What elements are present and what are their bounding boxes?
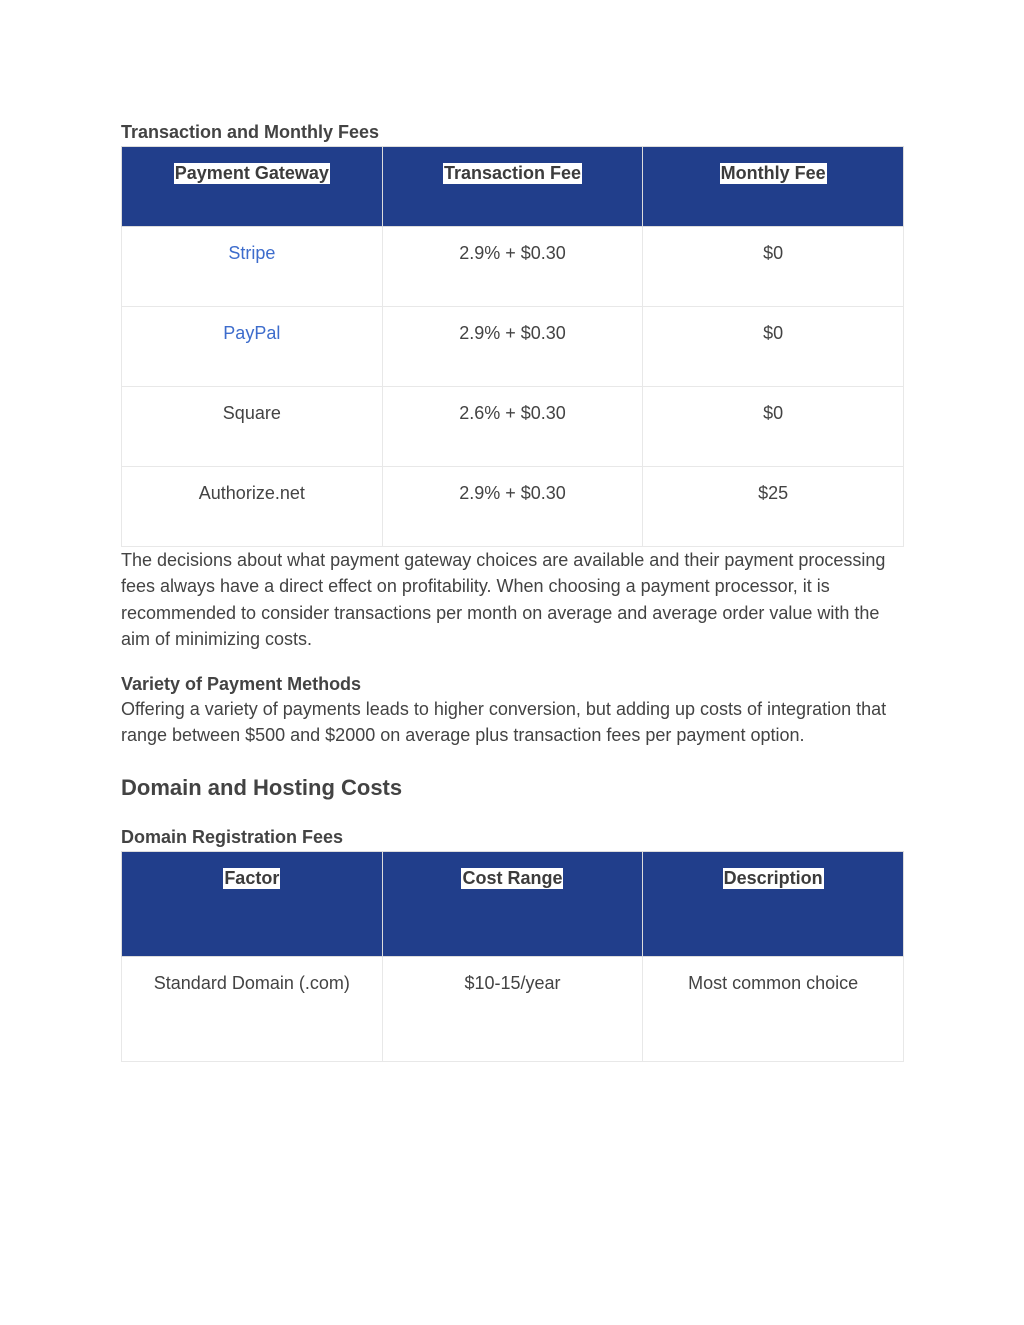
domain-table: [121, 851, 904, 1062]
gateway-link-stripe[interactable]: Stripe: [228, 243, 276, 263]
header-cell: [643, 147, 904, 227]
header-cell: [382, 851, 643, 956]
transaction-fee-value: 2.6% + $0.30: [459, 403, 566, 423]
table-row: [122, 227, 904, 307]
table-cell: [122, 956, 383, 1061]
cost-range-value: $10-15/year: [464, 972, 561, 993]
table-cell: [382, 227, 643, 307]
fees-table-title: Transaction and Monthly Fees: [121, 122, 380, 142]
table-cell: [643, 467, 904, 547]
header-cell: [382, 147, 643, 227]
monthly-fee-value: $0: [763, 403, 784, 423]
header-cell: [122, 147, 383, 227]
gateway-link-paypal[interactable]: PayPal: [223, 323, 281, 343]
table-cell: [122, 307, 383, 387]
hosting-heading: Domain and Hosting Costs: [121, 774, 403, 800]
monthly-fee-value: $25: [758, 483, 789, 503]
table-cell: [122, 387, 383, 467]
methods-title: Variety of Payment Methods: [121, 674, 362, 695]
table-header-row: [122, 147, 904, 227]
column-header-gateway: Payment Gateway: [174, 163, 329, 183]
transaction-fee-value: 2.9% + $0.30: [459, 483, 566, 503]
table-cell: [122, 227, 383, 307]
table-cell: [643, 227, 904, 307]
column-header-transaction-fee: Transaction Fee: [443, 163, 582, 183]
document-page: [121, 120, 904, 1062]
gateway-name: Authorize.net: [198, 483, 305, 503]
column-header-factor: Factor: [224, 867, 280, 888]
header-cell: [643, 851, 904, 956]
transaction-fee-value: 2.9% + $0.30: [459, 323, 566, 343]
table-cell: [643, 307, 904, 387]
column-header-cost-range: Cost Range: [462, 867, 563, 888]
fees-paragraph: The decisions about what payment gateway choices are available and their payment processing fees always have a direct effect on profitability. When choosing a payment processor, it is recommended to consider transactions per month on average and average order value with the aim of minimizing costs.: [121, 550, 886, 649]
table-cell: [382, 387, 643, 467]
table-cell: [122, 467, 383, 547]
column-header-description: Description: [723, 867, 823, 888]
table-row: [122, 956, 904, 1061]
table-cell: [382, 956, 643, 1061]
transaction-fee-value: 2.9% + $0.30: [459, 243, 566, 263]
table-cell: [643, 956, 904, 1061]
header-cell: [122, 851, 383, 956]
monthly-fee-value: $0: [763, 243, 784, 263]
methods-paragraph: Offering a variety of payments leads to higher conversion, but adding up costs of integration that range between $500 and $2000 on average plus transaction fees per payment option.: [121, 699, 887, 746]
table-cell: [643, 387, 904, 467]
table-cell: [382, 307, 643, 387]
domain-table-title: Domain Registration Fees: [121, 826, 344, 847]
table-row: [122, 467, 904, 547]
table-header-row: [122, 851, 904, 956]
table-row: [122, 387, 904, 467]
fees-table: [121, 146, 904, 547]
description-value: Most common choice: [688, 972, 859, 993]
table-cell: [382, 467, 643, 547]
factor-value: Standard Domain (.com): [153, 972, 350, 993]
column-header-monthly-fee: Monthly Fee: [720, 163, 826, 183]
table-row: [122, 307, 904, 387]
monthly-fee-value: $0: [763, 323, 784, 343]
gateway-name: Square: [222, 403, 281, 423]
